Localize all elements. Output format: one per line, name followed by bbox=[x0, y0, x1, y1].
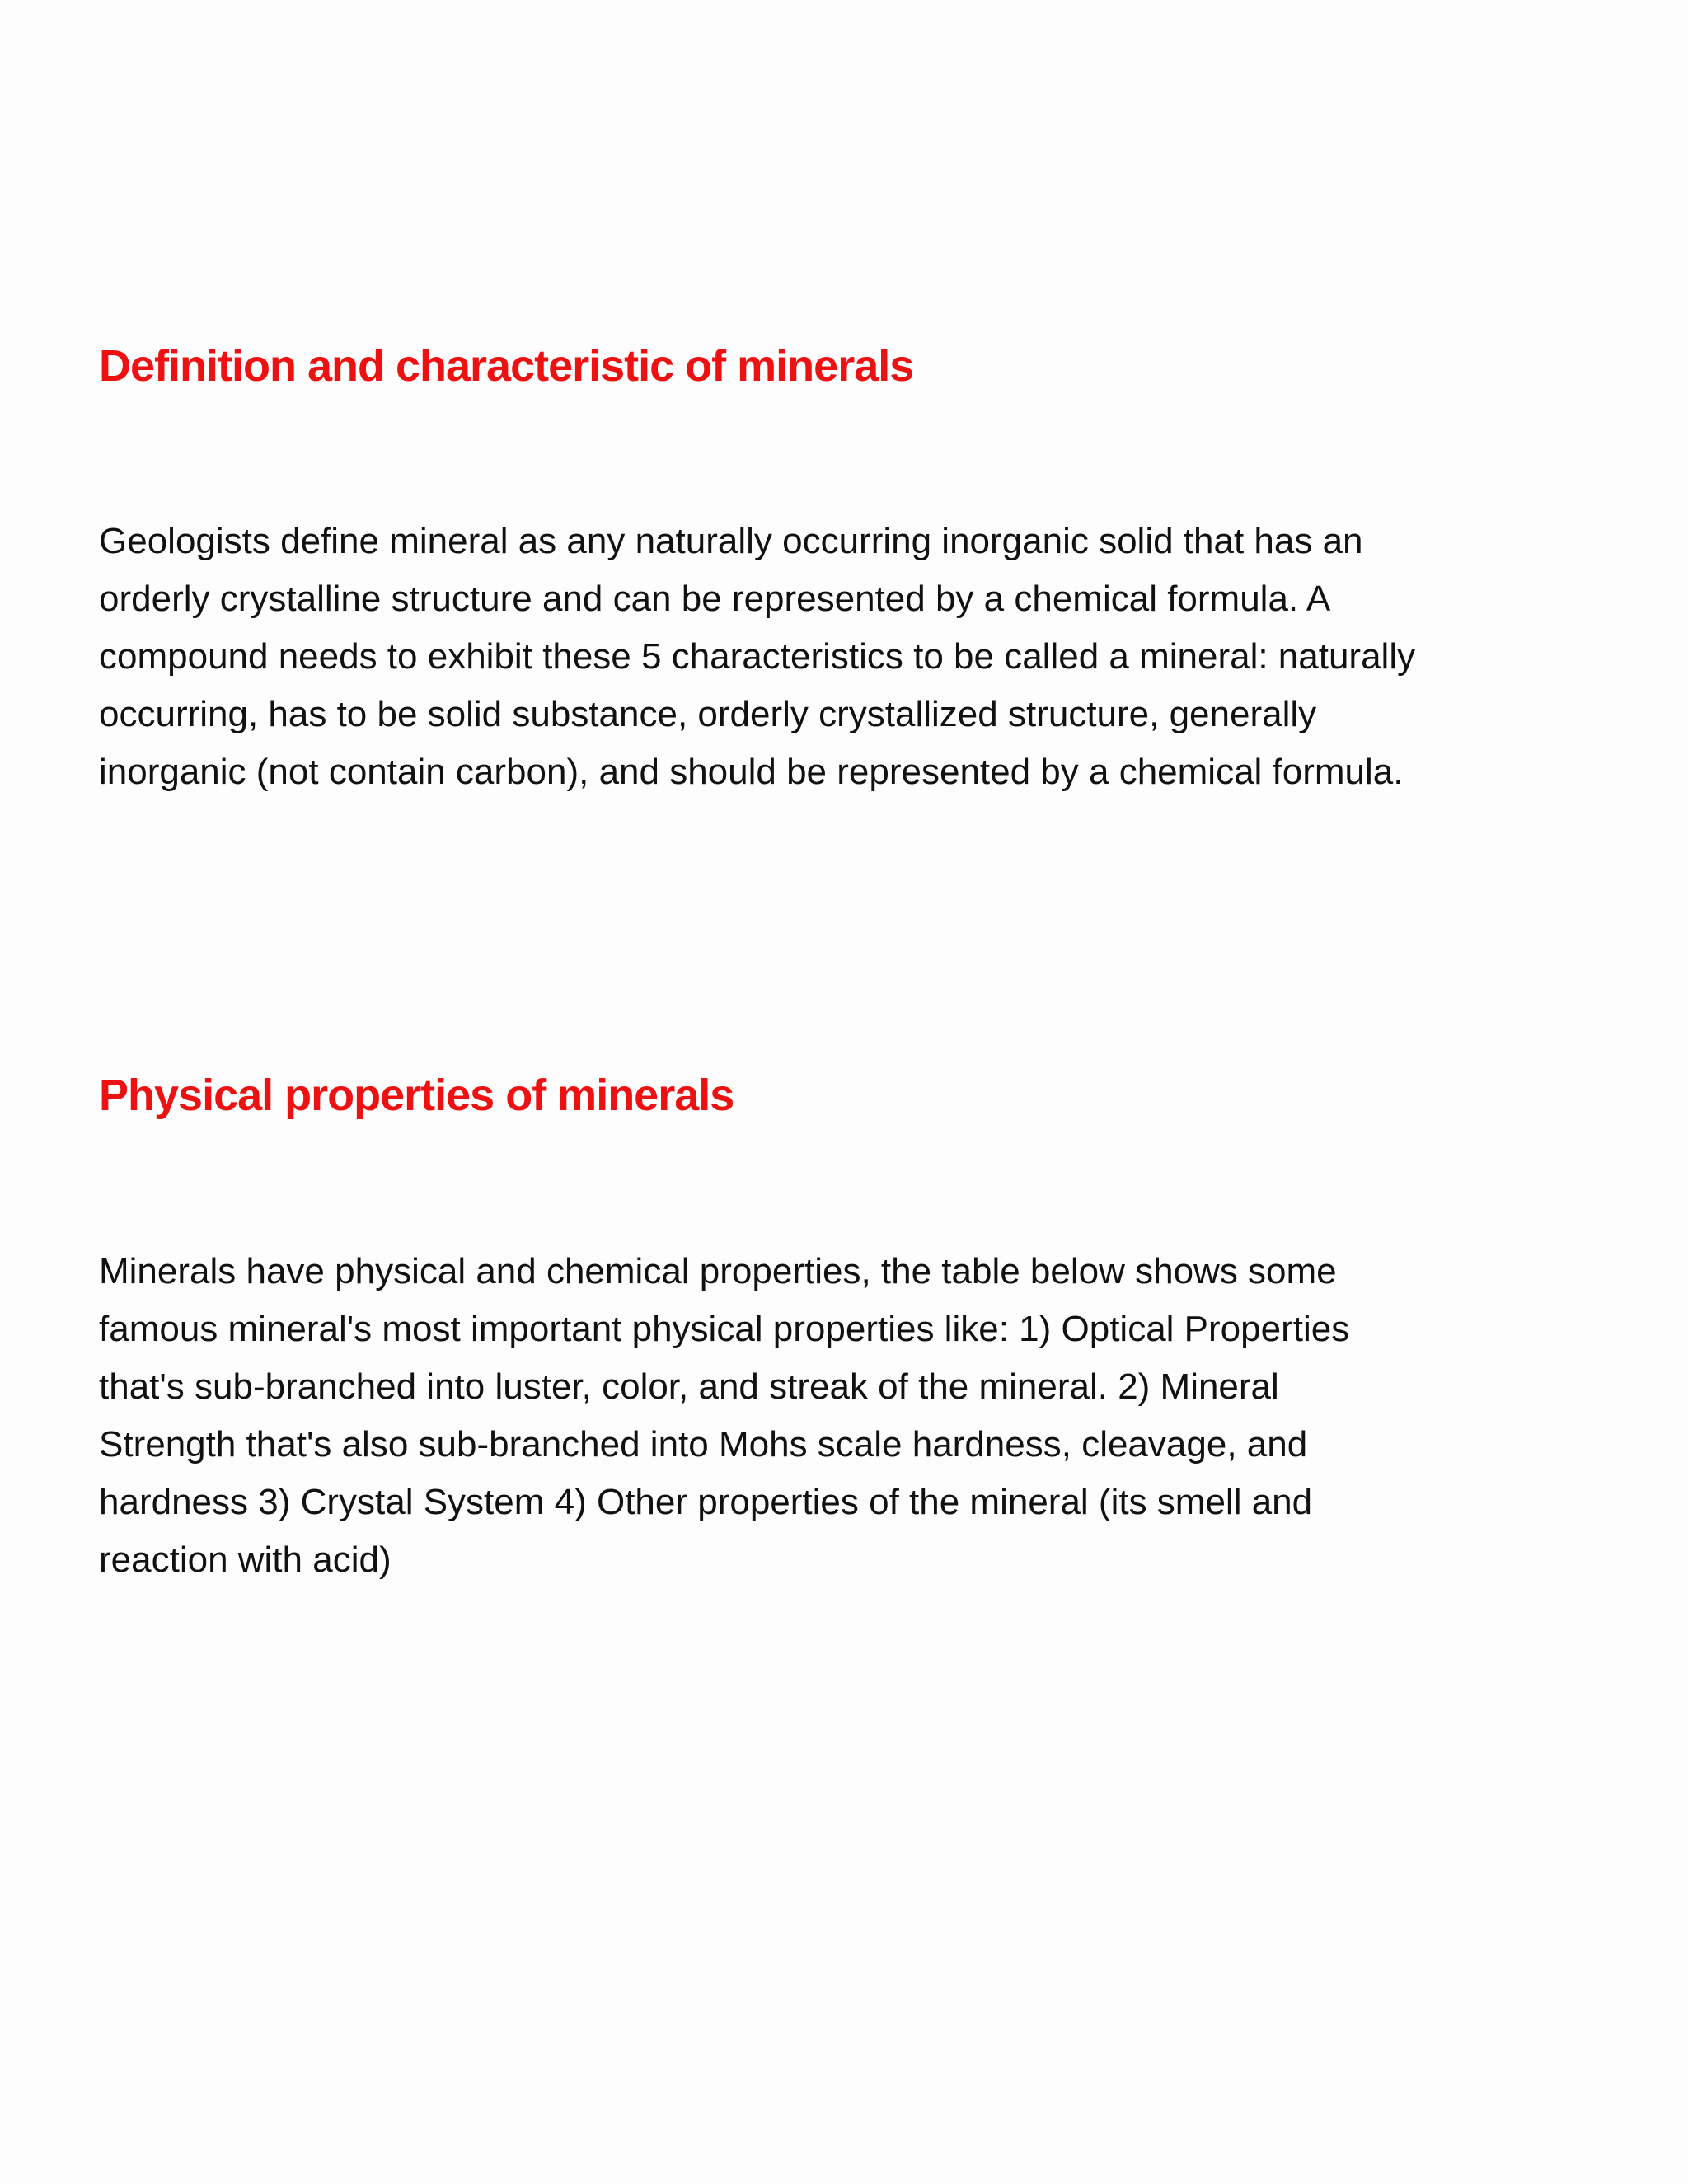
paragraph-line: Geologists define mineral as any naturally occurring inorganic solid that has an bbox=[99, 521, 1363, 561]
paragraph-line: orderly crystalline structure and can be represented by a chemical formula. A bbox=[99, 579, 1331, 619]
paragraph-physical-properties bbox=[99, 1243, 1349, 1589]
paragraph-line: compound needs to exhibit these 5 characteristics to be called a mineral: naturally bbox=[99, 636, 1416, 677]
paragraph-line: that's sub-branched into luster, color, and streak of the mineral. 2) Mineral bbox=[99, 1366, 1279, 1407]
section-heading-physical-properties: Physical properties of minerals bbox=[99, 1071, 734, 1120]
paragraph-definition bbox=[99, 513, 1415, 801]
paragraph-line: famous mineral's most important physical properties like: 1) Optical Properties bbox=[99, 1309, 1350, 1349]
paragraph-line: Minerals have physical and chemical properties, the table below shows some bbox=[99, 1251, 1337, 1291]
paragraph-line: Strength that's also sub-branched into Mohs scale hardness, cleavage, and bbox=[99, 1424, 1308, 1465]
paragraph-line: occurring, has to be solid substance, orderly crystallized structure, generally bbox=[99, 694, 1317, 734]
paragraph-line: hardness 3) Crystal System 4) Other properties of the mineral (its smell and bbox=[99, 1482, 1313, 1522]
section-heading-definition: Definition and characteristic of minerals bbox=[99, 341, 914, 391]
paragraph-line: reaction with acid) bbox=[99, 1540, 392, 1580]
paragraph-line: inorganic (not contain carbon), and should be represented by a chemical formula. bbox=[99, 752, 1404, 792]
